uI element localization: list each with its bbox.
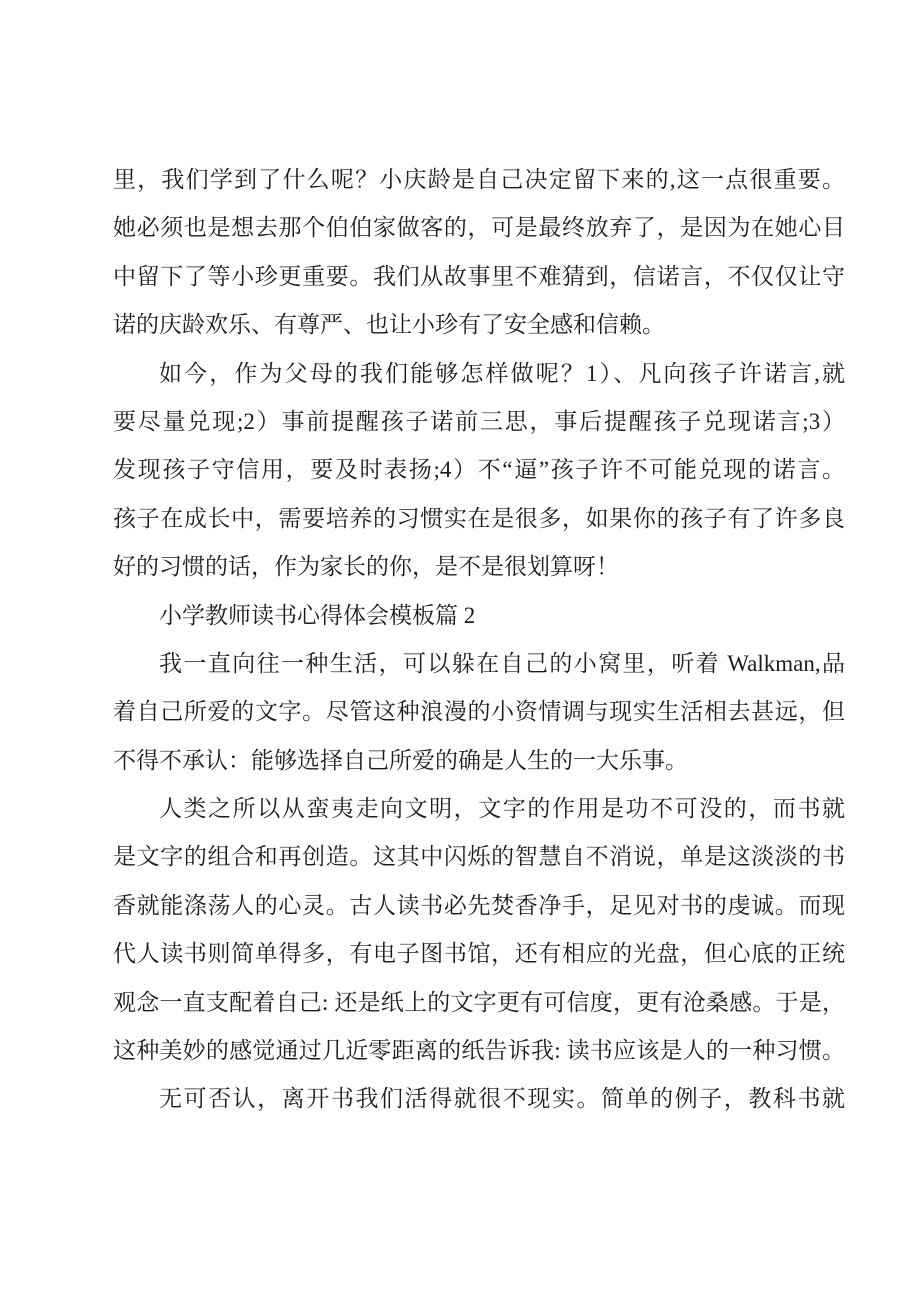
paragraph bbox=[113, 350, 845, 592]
paragraph bbox=[113, 785, 845, 1075]
text-line: 香就能涤荡人的心灵。古人读书必先焚香净手，足见对书的虔诚。而现 bbox=[113, 892, 845, 918]
text-line: 观念一直支配着自己: 还是纸上的文字更有可信度，更有沧桑感。于是， bbox=[113, 989, 845, 1015]
document-body bbox=[113, 156, 845, 1124]
text-line: 人类之所以从蛮夷走向文明，文字的作用是功不可没的，而书就 bbox=[159, 796, 845, 822]
text-line: 无可否认，离开书我们活得就很不现实。简单的例子，教科书就 bbox=[159, 1086, 845, 1112]
text-line: 我一直向往一种生活，可以躲在自己的小窝里，听着 Walkman,品 bbox=[159, 650, 845, 676]
text-line: 发现孩子守信用，要及时表扬;4）不“逼”孩子许不可能兑现的诺言。 bbox=[113, 457, 845, 483]
text-line: 里，我们学到了什么呢？小庆龄是自己决定留下来的,这一点很重要。 bbox=[113, 167, 845, 192]
paragraph bbox=[113, 640, 845, 785]
text-line: 她必须也是想去那个伯伯家做客的，可是最终放弃了，是因为在她心目 bbox=[113, 215, 845, 241]
text-line: 代人读书则简单得多，有电子图书馆，还有相应的光盘，但心底的正统 bbox=[113, 941, 845, 967]
text-line: 着自己所爱的文字。尽管这种浪漫的小资情调与现实生活相去甚远，但 bbox=[113, 699, 845, 725]
text-line: 如今，作为父母的我们能够怎样做呢？1）、凡向孩子许诺言,就 bbox=[159, 360, 845, 386]
text-line: 不得不承认：能够选择自己所爱的确是人生的一大乐事。 bbox=[113, 747, 688, 773]
text-line: 是文字的组合和再创造。这其中闪烁的智慧自不消说，单是这淡淡的书 bbox=[113, 844, 845, 870]
paragraph bbox=[113, 1075, 845, 1123]
text-line: 这种美妙的感觉通过几近零距离的纸告诉我: 读书应该是人的一种习惯。 bbox=[113, 1038, 845, 1064]
text-line: 中留下了等小珍更重要。我们从故事里不难猜到，信诺言，不仅仅让守 bbox=[113, 263, 845, 289]
text-line: 诺的庆龄欢乐、有尊严、也让小珍有了安全感和信赖。 bbox=[113, 312, 665, 338]
paragraph bbox=[113, 592, 845, 640]
text-line: 好的习惯的话，作为家长的你，是不是很划算呀！ bbox=[113, 554, 619, 580]
text-line: 要尽量兑现;2）事前提醒孩子诺前三思，事后提醒孩子兑现诺言;3） bbox=[113, 408, 845, 434]
section-heading: 小学教师读书心得体会模板篇 2 bbox=[159, 602, 476, 628]
text-line: 孩子在成长中，需要培养的习惯实在是很多，如果你的孩子有了许多良 bbox=[113, 505, 845, 531]
paragraph bbox=[113, 156, 845, 350]
